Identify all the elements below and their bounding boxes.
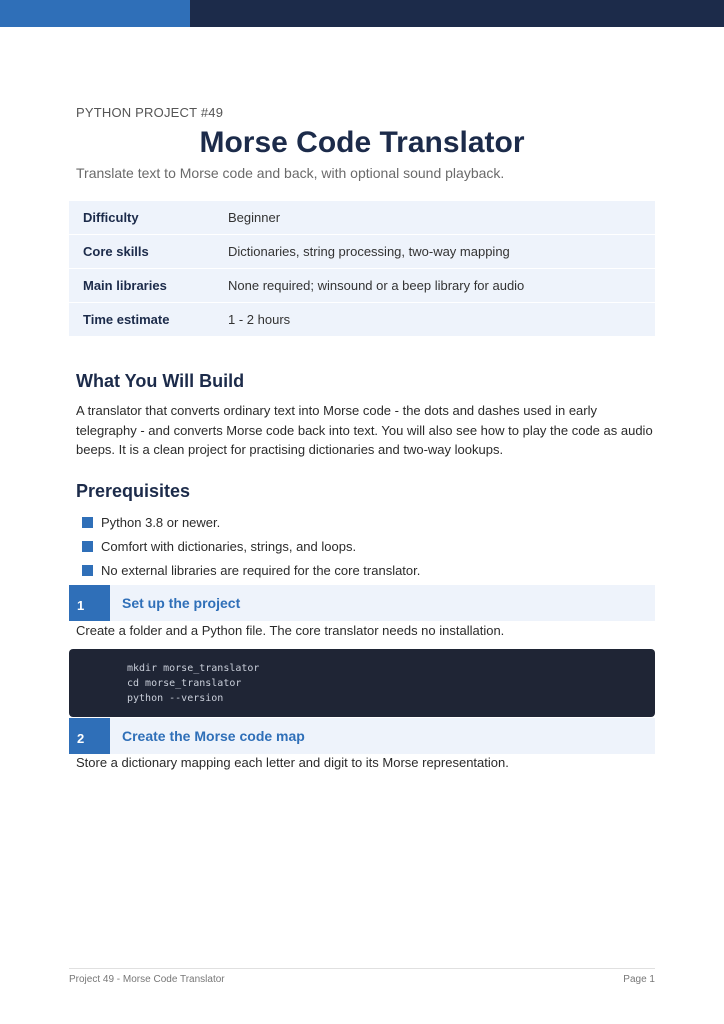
list-item — [82, 510, 420, 534]
table-row — [69, 303, 655, 337]
prereq-text: No external libraries are required for the core translator. — [101, 562, 421, 578]
table-row — [69, 269, 655, 303]
project-eyebrow: PYTHON PROJECT #49 — [76, 105, 224, 120]
prereq-list — [82, 510, 420, 582]
list-item — [82, 534, 420, 558]
info-label: Time estimate — [69, 303, 228, 337]
list-item — [82, 558, 420, 582]
step-number: 1 — [69, 585, 110, 621]
info-value: 1 - 2 hours — [228, 303, 655, 337]
info-label: Main libraries — [69, 269, 228, 303]
square-bullet-icon — [82, 517, 93, 528]
prereq-text: Comfort with dictionaries, strings, and loops. — [101, 538, 357, 554]
step-1-header — [69, 585, 655, 621]
info-label: Difficulty — [69, 201, 228, 235]
info-value: Dictionaries, string processing, two-way mapping — [228, 235, 655, 269]
prereq-text: Python 3.8 or newer. — [101, 514, 221, 530]
info-label: Core skills — [69, 235, 228, 269]
top-banner-accent — [0, 0, 190, 27]
footer-page-number: Page 1 — [623, 974, 655, 985]
code-block — [69, 649, 655, 717]
step-number: 2 — [69, 718, 110, 754]
step-2-header — [69, 718, 655, 754]
step-title: Create the Morse code map — [122, 728, 305, 744]
info-value: Beginner — [228, 201, 655, 235]
footer-project-label: Project 49 - Morse Code Translator — [69, 974, 225, 985]
table-row — [69, 201, 655, 235]
footer-divider — [69, 968, 655, 969]
code-text: mkdir morse_translator cd morse_translator python --version — [127, 663, 260, 704]
step-2-text: Store a dictionary mapping each letter and digit to its Morse representation. — [76, 755, 509, 770]
prereq-heading: Prerequisites — [76, 481, 191, 501]
info-value: None required; winsound or a beep library for audio — [228, 269, 655, 303]
step-1-text: Create a folder and a Python file. The core translator needs no installation. — [76, 623, 505, 638]
project-info-table — [69, 201, 655, 337]
square-bullet-icon — [82, 541, 93, 552]
top-banner — [0, 0, 724, 27]
page-subtitle: Translate text to Morse code and back, with optional sound playback. — [76, 165, 505, 181]
step-title: Set up the project — [122, 595, 241, 611]
build-paragraph: A translator that converts ordinary text into Morse code - the dots and dashes used in early telegraphy - and converts Morse code back into text. You will also see how to play the code as audio beeps. It is a clean project for practising dictionaries and two-way lookups. — [76, 403, 653, 457]
square-bullet-icon — [82, 565, 93, 576]
page-title: Morse Code Translator — [199, 126, 525, 159]
build-heading: What You Will Build — [76, 371, 245, 391]
table-row — [69, 235, 655, 269]
